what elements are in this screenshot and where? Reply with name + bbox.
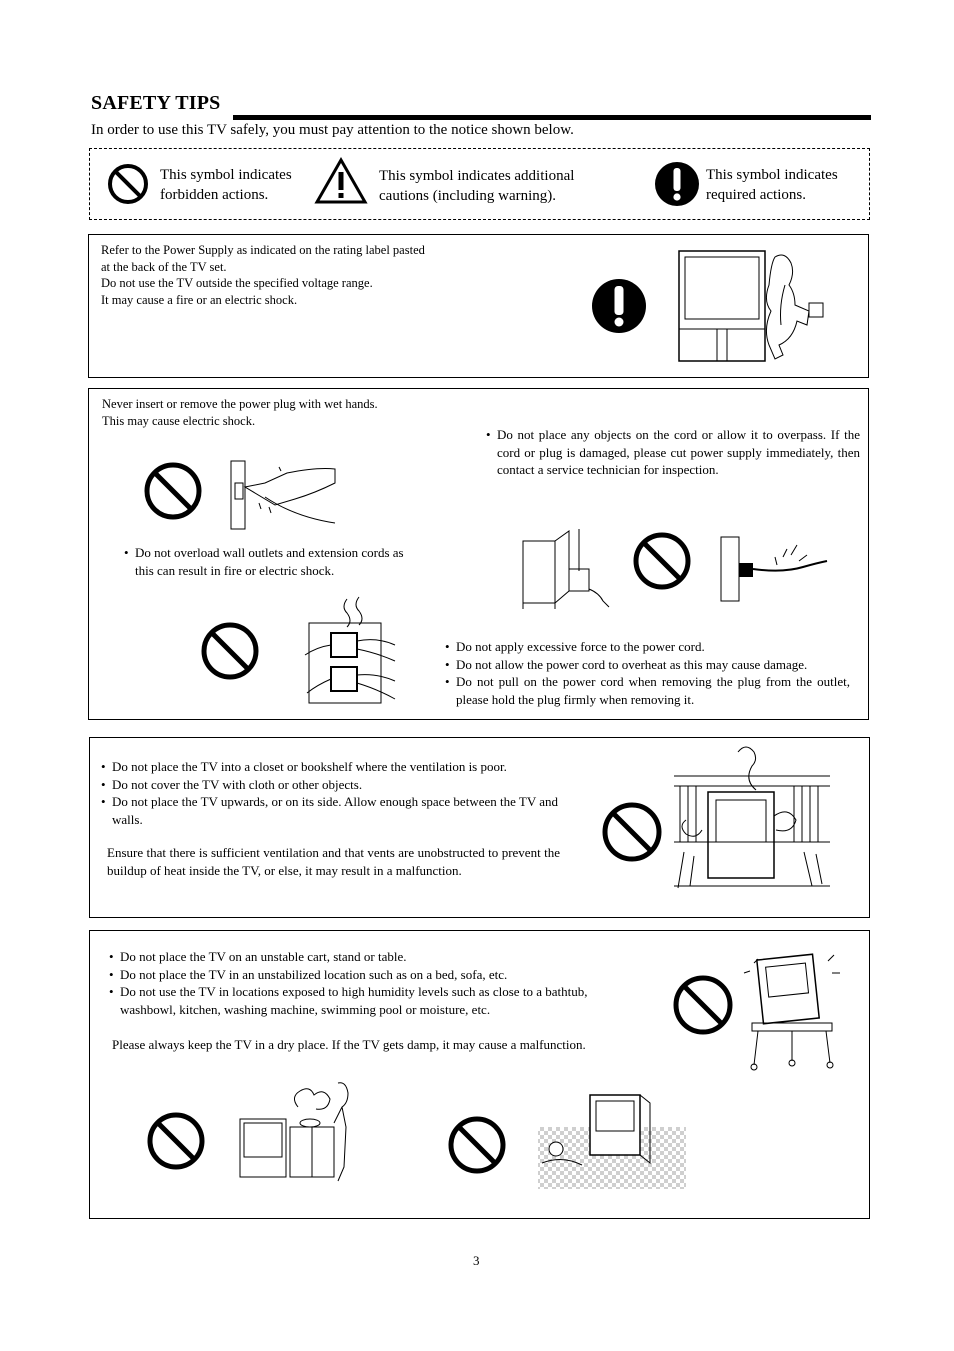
ventilation-bullets: • Do not place the TV into a closet or bookshelf where the ventilation is poor. • Do not cover the TV with cloth or other objects. • Do not place the TV upwards, or on its side. Allow enough space between the TV and walls. — [101, 758, 586, 828]
tv-outlet-illustration — [677, 245, 837, 370]
wet-hands-text: Never insert or remove the power plug with wet hands. This may cause electric shock. — [102, 397, 378, 428]
prohibited-icon — [632, 531, 692, 591]
power-supply-section — [88, 234, 869, 378]
prohibited-icon — [601, 801, 663, 863]
kitchen-illustration — [238, 1083, 358, 1183]
intro-text: In order to use this TV safely, you must pay attention to the notice shown below. — [91, 122, 574, 138]
symbol-legend — [89, 148, 870, 220]
prohibited-icon — [200, 621, 260, 681]
unstable-cart-illustration — [742, 949, 842, 1073]
prohibited-icon — [143, 461, 203, 521]
prohibited-icon — [146, 1111, 206, 1171]
prohibited-icon — [447, 1115, 507, 1175]
overload-item: • Do not overload wall outlets and extension cords as this can result in fire or electric shock. — [124, 544, 424, 579]
tv-on-cord-illustration — [519, 527, 611, 611]
legend-forbidden-text: This symbol indicates forbidden actions. — [160, 167, 292, 203]
page-number: 3 — [473, 1253, 480, 1268]
ventilation-section — [89, 737, 870, 918]
placement-bullets: • Do not place the TV on an unstable cart, stand or table. • Do not place the TV in an unstabilized location such as on a bed, sofa, etc. • Do not use the TV in locations exposed to high humidity levels such as close to a bathtub, washbowl, kitchen, washing machine, swimming pool or moisture, etc. — [109, 948, 599, 1018]
legend-caution-text: This symbol indicates additional cautions (including warning). — [379, 168, 575, 204]
cord-bullets: • Do not apply excessive force to the power cord. • Do not allow the power cord to overheat as this may cause damage. • Do not pull on the power cord when removing the plug from the outlet, please hold the plug firmly when removing it. — [445, 638, 850, 708]
ventilation-note: Ensure that there is sufficient ventilation and that vents are unobstructed to prevent the buildup of heat inside the TV, or else, it may result in a malfunction. — [107, 845, 560, 878]
cord-objects-item: • Do not place any objects on the cord or allow it to overpass. If the cord or plug is damaged, please cut power supply immediately, then contact a service technician for inspection. — [486, 426, 860, 479]
prohibited-icon — [107, 163, 149, 205]
damaged-cord-illustration — [719, 535, 829, 603]
bathtub-illustration — [536, 1091, 688, 1191]
page-title: SAFETY TIPS — [91, 92, 221, 114]
power-supply-text: Refer to the Power Supply as indicated on the rating label pasted at the back of the TV set. Do not use the TV outside the specified voltage range. It may cause a fire or an electric shock. — [101, 243, 425, 307]
tv-in-bookshelf-illustration — [674, 742, 832, 912]
prohibited-icon — [672, 974, 734, 1036]
wet-hand-plug-illustration — [229, 457, 339, 533]
placement-section — [89, 930, 870, 1219]
overloaded-outlet-illustration — [303, 597, 397, 707]
title-rule — [233, 115, 871, 120]
mandatory-icon — [591, 278, 647, 334]
warning-triangle-icon — [314, 157, 368, 205]
mandatory-icon — [654, 161, 700, 207]
power-cord-section — [88, 388, 869, 720]
placement-note: Please always keep the TV in a dry place. If the TV gets damp, it may cause a malfunction. — [112, 1037, 586, 1052]
legend-required-text: This symbol indicates required actions. — [706, 167, 838, 203]
